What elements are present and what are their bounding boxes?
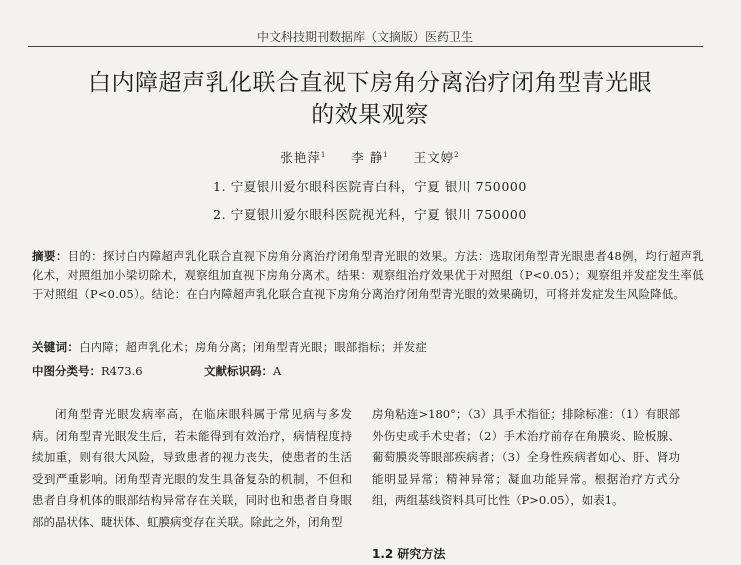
author-affiliation-mark: 1 xyxy=(320,150,327,159)
author-list xyxy=(30,148,710,166)
body-column-left: 闭角型青光眼发病率高，在临床眼科属于常见病与多发病。闭角型青光眼发生后，若未能得到有效治疗，病情程度持续加重，则有很大风险，导致患者的视力丧失，使患者的生活受到严重影响。闭角型青光眼的发生具备复杂的机制，不但和患者自身机体的眼部结构异常存在关联，同时也和患者自身眼部的晶状体、睫状体、虹膜病变存在关联。除此之外，闭角型 xyxy=(32,407,352,529)
abstract-text: 目的：探讨白内障超声乳化联合直视下房角分离治疗闭角型青光眼的效果。方法：选取闭角型青光眼患者48例，均行超声乳化术，对照组加小梁切除术，观察组加直视下房角分离术。结果：观察组治疗效果优于对照组（P<0.05）；观察组并发症发生率低于对照组（P<0.05）。结论：在白内障超声乳化联合直视下房角分离治疗闭角型青光眼的效果确切，可将并发症发生风险降低。 xyxy=(32,250,704,301)
author-name: 王文婷 xyxy=(413,150,455,165)
body-column-right: 房角粘连>180°；（3）具手术指征；排除标准：（1）有眼部外伤史或手术史者；（2）手术治疗前存在角膜炎、睑板腺、葡萄膜炎等眼部疾病者；（3）全身性疾病者如心、肝、肾功能明显异常；精神异常；凝血功能异常。根据治疗方式分组，两组基线资料具可比性（P>0.05），如表1。 xyxy=(372,407,680,507)
keywords-text: 白内障；超声乳化术；房角分离；闭角型青光眼；眼部指标；并发症 xyxy=(79,341,428,354)
header-rule xyxy=(28,46,703,47)
document-code-label: 文献标识码： xyxy=(204,364,273,378)
keywords-label: 关键词： xyxy=(32,340,80,354)
document-code-value: A xyxy=(273,364,282,378)
abstract xyxy=(32,247,704,304)
clc-label: 中图分类号： xyxy=(32,364,101,378)
section-heading: 1.2 研究方法 xyxy=(372,547,446,561)
classification-line xyxy=(32,363,704,379)
keywords xyxy=(32,339,704,355)
clc-value: R473.6 xyxy=(101,364,143,378)
document-code xyxy=(204,363,281,379)
article-title-line-2: 的效果观察 xyxy=(311,102,429,128)
abstract-label: 摘要： xyxy=(32,249,68,263)
affiliation-2: 2. 宁夏银川爱尔眼科医院视光科，宁夏 银川 750000 xyxy=(213,207,527,222)
article-title-line-1: 白内障超声乳化联合直视下房角分离治疗闭角型青光眼 xyxy=(88,70,652,96)
journal-header: 中文科技期刊数据库（文摘版）医药卫生 xyxy=(256,30,473,44)
author-name: 张艳萍 xyxy=(280,150,321,165)
author-affiliation-mark: 1 xyxy=(383,150,389,159)
affiliation-1: 1. 宁夏银川爱尔眼科医院青白科，宁夏 银川 750000 xyxy=(213,179,527,194)
author-affiliation-mark: 2 xyxy=(454,150,460,159)
author-name: 李 静 xyxy=(351,150,384,165)
